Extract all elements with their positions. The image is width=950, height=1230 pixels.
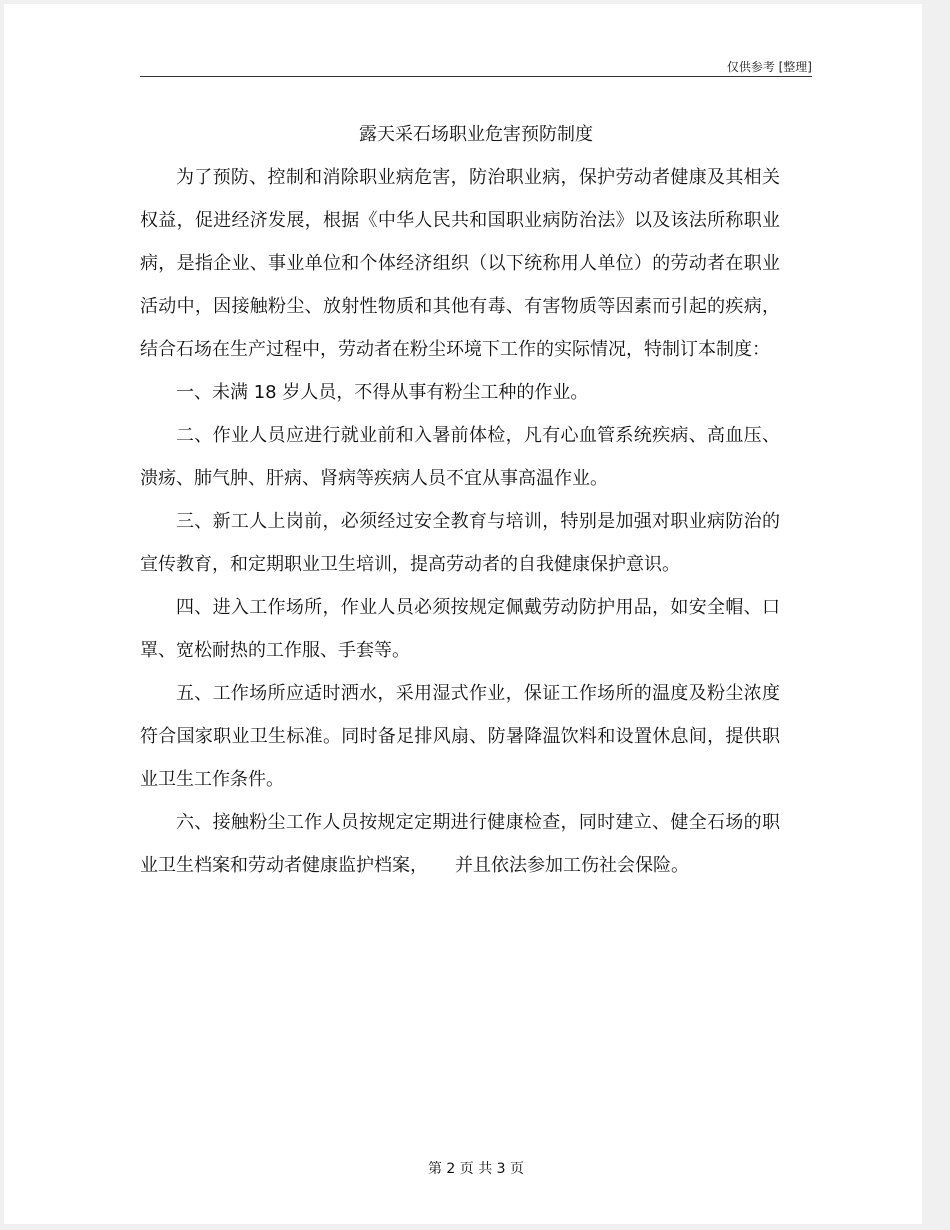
page-number: 第 2 页 共 3 页 bbox=[427, 1161, 525, 1177]
paragraph-item-4: 四、进入工作场所，作业人员必须按规定佩戴劳动防护用品，如安全帽、口罩、宽松耐热的工作服、手套等。 bbox=[140, 597, 780, 661]
paragraph-item-3: 三、新工人上岗前，必须经过安全教育与培训，特别是加强对职业病防治的宣传教育，和定期职业卫生培训，提高劳动者的自我健康保护意识。 bbox=[140, 511, 780, 575]
header-note: 仅供参考 [整理] bbox=[726, 60, 812, 74]
paragraph-intro: 为了预防、控制和消除职业病危害，防治职业病，保护劳动者健康及其相关权益，促进经济发展，根据《中华人民共和国职业病防治法》以及该法所称职业病，是指企业、事业单位和个体经济组织（以下统称用人单位）的劳动者在职业活动中，因接触粉尘、放射性物质和其他有毒、有害物质等因素而引起的疾病，结合石场在生产过程中，劳动者在粉尘环境下工作的实际情况，特制订本制度： bbox=[140, 167, 780, 360]
paragraph-item-1: 一、未满 18 岁人员，不得从事有粉尘工种的作业。 bbox=[176, 382, 589, 403]
document-page bbox=[4, 4, 922, 1224]
paragraph-item-6: 六、接触粉尘工作人员按规定定期进行健康检查，同时建立、健全石场的职业卫生档案和劳动者健康监护档案， 并且依法参加工伤社会保险。 bbox=[140, 812, 780, 876]
paragraph-item-5: 五、工作场所应适时洒水，采用湿式作业，保证工作场所的温度及粉尘浓度符合国家职业卫生标准。同时备足排风扇、防暑降温饮料和设置休息间，提供职业卫生工作条件。 bbox=[140, 683, 780, 790]
paragraph-item-2: 二、作业人员应进行就业前和入暑前体检，凡有心血管系统疾病、高血压、溃疡、肺气肿、肝病、肾病等疾病人员不宜从事高温作业。 bbox=[140, 425, 780, 489]
document-title: 露天采石场职业危害预防制度 bbox=[359, 124, 593, 145]
document-body bbox=[140, 156, 780, 887]
header-rule bbox=[140, 76, 812, 77]
